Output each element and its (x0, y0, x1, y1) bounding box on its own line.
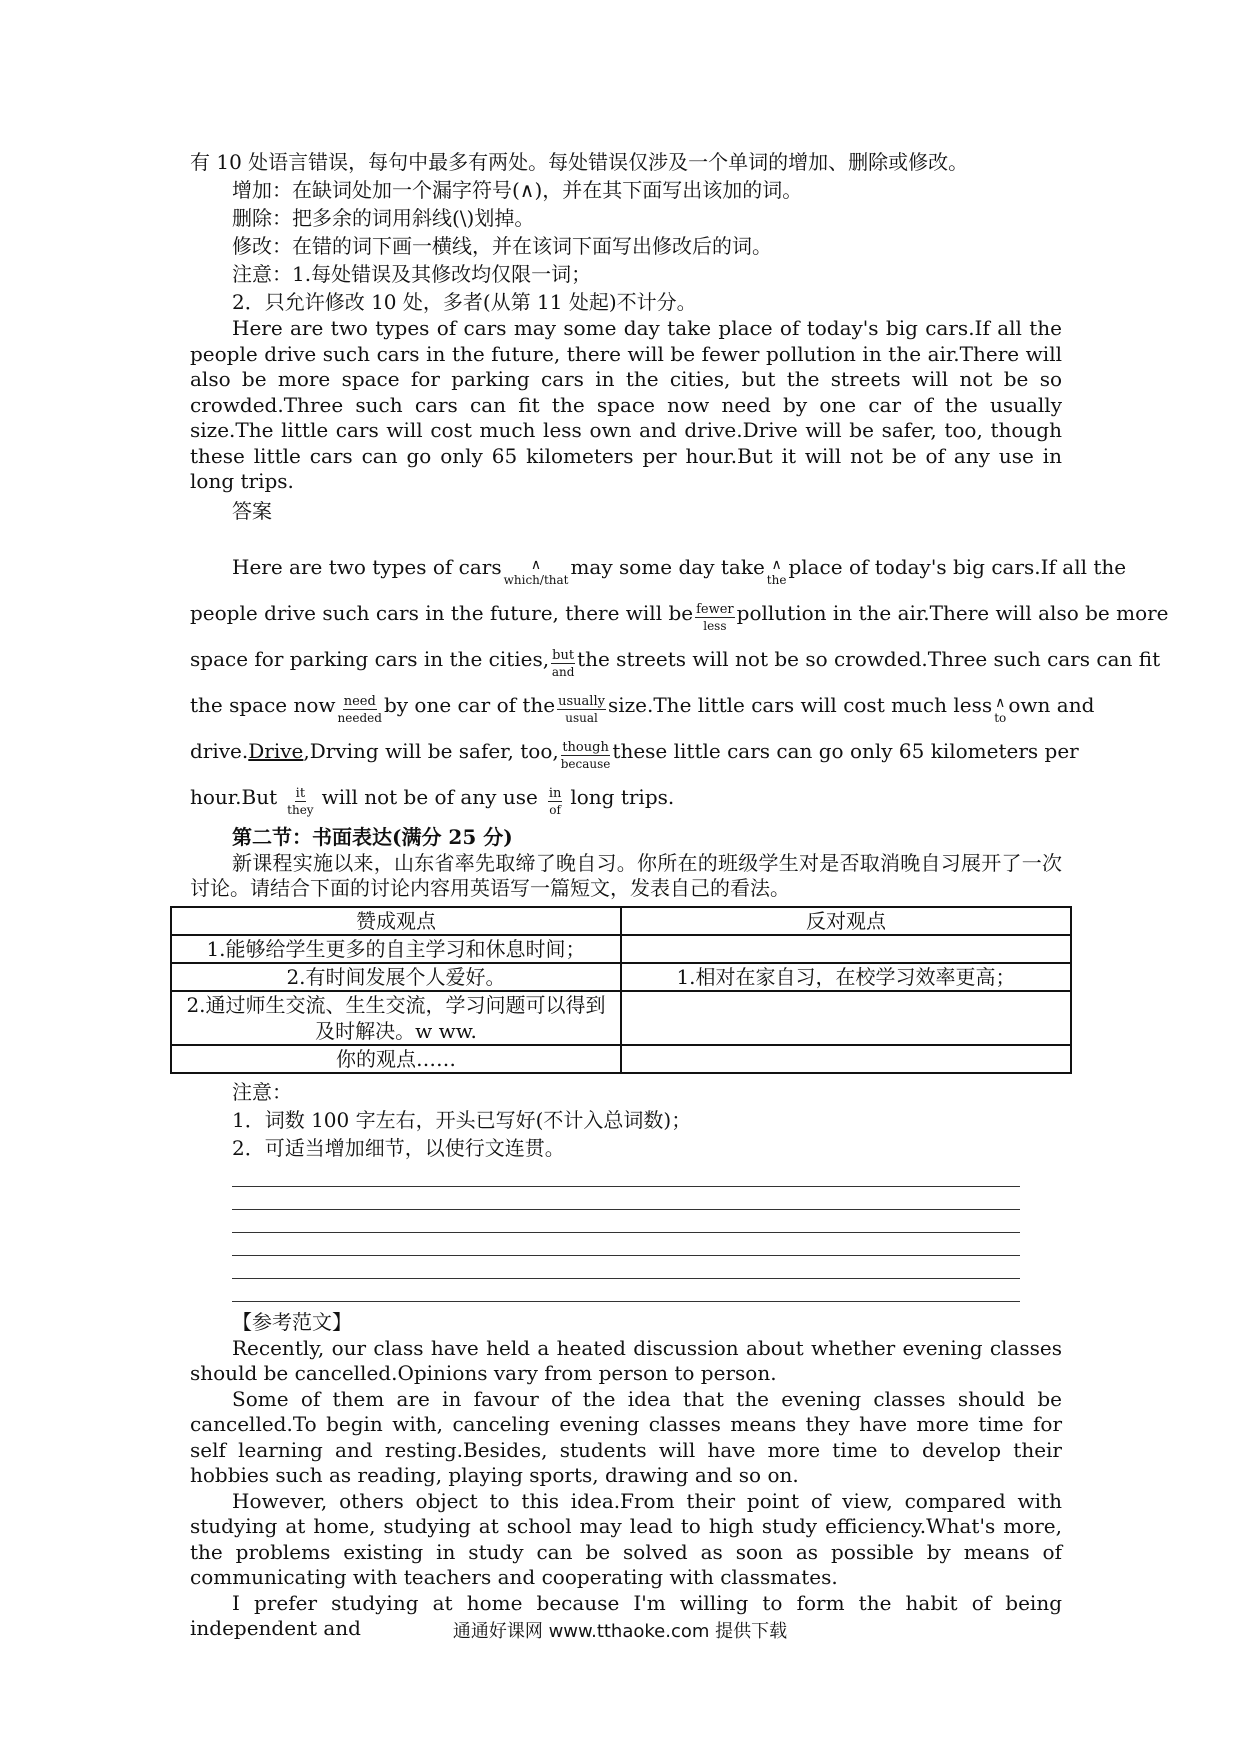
sample-paragraph: I prefer studying at home because I'm willing to form the habit of being independent and (190, 1590, 1062, 1640)
answer-line: drive.Drive,Drving will be safer, too, though because these little cars can go only 65 kilometers per (190, 738, 1079, 771)
correction-mark: fewer less (696, 601, 734, 633)
table-cell (621, 935, 1071, 963)
table-header-con: 反对观点 (621, 907, 1071, 935)
page-footer: 通通好课网 www.tthaoke.com 提供下载 (452, 1621, 788, 1642)
writing-line (232, 1187, 1020, 1210)
table-header-pro: 赞成观点 (171, 907, 621, 935)
instruction-line: 有 10 处语言错误，每句中最多有两处。每处错误仅涉及一个单词的增加、删除或修改。 (190, 150, 969, 174)
note-item: 2．可适当增加细节，以使行文连贯。 (232, 1135, 565, 1160)
answer-label: 答案 (232, 498, 272, 523)
correction-mark: ∧ the (766, 556, 787, 587)
instruction-delete: 删除：把多余的词用斜线(\)划掉。 (232, 206, 535, 230)
answer-line: space for parking cars in the cities, but and the streets will not be so crowded.Three such cars can fit (190, 646, 1161, 679)
table-cell: 2.有时间发展个人爱好。 (171, 963, 621, 991)
table-cell: 你的观点…… (171, 1045, 621, 1073)
sample-paragraph: Recently, our class have held a heated discussion about whether evening classes should be cancelled.Opinions vary from person to person. (190, 1335, 1062, 1385)
table-cell (621, 991, 1071, 1045)
answer-line: hour.But it they will not be of any use in of long trips. (190, 784, 675, 817)
table-cell: 1.相对在家自习，在校学习效率更高； (621, 963, 1071, 991)
sample-title: 【参考范文】 (232, 1309, 352, 1334)
writing-line (232, 1233, 1020, 1256)
instruction-modify: 修改：在错的词下画一横线，并在该词下面写出修改后的词。 (232, 234, 772, 258)
correction-mark: need needed (337, 693, 382, 725)
sample-paragraph: Some of them are in favour of the idea that the evening classes should be cancelled.To begin with, canceling evening classes means they have more time for self learning and resting.Besides, students will have more time to develop their hobbies such as reading, playing sports, drawing and so on. (190, 1386, 1062, 1487)
deleted-word: Drive (248, 738, 304, 763)
answer-block (190, 533, 1169, 817)
error-passage: Here are two types of cars may some day take place of today's big cars.If all the people drive such cars in the future, there will be fewer pollution in the air.There will also be more space for parking cars in the cities, but the streets will not be so crowded.Three such cars can fit the space now need by one car of the usually size.The little cars will cost much less own and drive.Drive will be safer, too, though these little cars can go only 65 kilometers per hour.But it will not be of any use in long trips. (190, 316, 1062, 493)
writing-prompt: 新课程实施以来，山东省率先取缔了晚自习。你所在的班级学生对是否取消晚自习展开了一次讨论。请结合下面的讨论内容用英语写一篇短文，发表自己的看法。 (190, 850, 1062, 900)
correction-mark: but and (551, 647, 575, 679)
answer-line: people drive such cars in the future, there will be fewer less pollution in the air.There will also be more (190, 600, 1169, 633)
writing-line (232, 1279, 1020, 1302)
table-cell (621, 1045, 1071, 1073)
answer-line: the space now need needed by one car of the usually usual size.The little cars will cost much less ∧ to own and (190, 692, 1095, 725)
writing-line (232, 1164, 1020, 1187)
correction-mark: usually usual (558, 693, 605, 725)
sample-paragraph: However, others object to this idea.From their point of view, compared with studying at home, studying at school may lead to high study efficiency.What's more, the problems existing in study can be solved as soon as possible by means of communicating with teachers and cooperating with classmates. (190, 1488, 1062, 1589)
instruction-note-2: 2．只允许修改 10 处，多者(从第 11 处起)不计分。 (232, 290, 697, 314)
correction-mark: in of (548, 785, 562, 817)
document-page (186, 148, 1169, 1642)
correction-mark: ∧ to (994, 694, 1007, 725)
writing-line (232, 1210, 1020, 1233)
table-cell: 2.通过师生交流、生生交流，学习问题可以得到及时解决。w ww. (171, 991, 621, 1045)
note-item: 1．词数 100 字左右，开头已写好(不计入总词数)； (232, 1107, 692, 1132)
instruction-add: 增加：在缺词处加一个漏字符号(∧)，并在其下面写出该加的词。 (232, 178, 803, 202)
answer-line: Here are two types of cars ∧ which/that may some day take ∧ the place of today's big cars.If all the (232, 554, 1127, 587)
correction-mark: though because (560, 739, 611, 771)
correction-mark: it they (287, 785, 314, 817)
writing-line (232, 1256, 1020, 1279)
correction-mark: ∧ which/that (503, 556, 569, 587)
instruction-note-1: 注意：1.每处错误及其修改均仅限一词； (232, 262, 592, 286)
section-heading: 第二节：书面表达(满分 25 分) (232, 824, 513, 849)
table-cell: 1.能够给学生更多的自主学习和休息时间； (171, 935, 621, 963)
note-title: 注意： (232, 1079, 292, 1104)
writing-lines (190, 1164, 1062, 1302)
opinion-table (170, 906, 1072, 1074)
